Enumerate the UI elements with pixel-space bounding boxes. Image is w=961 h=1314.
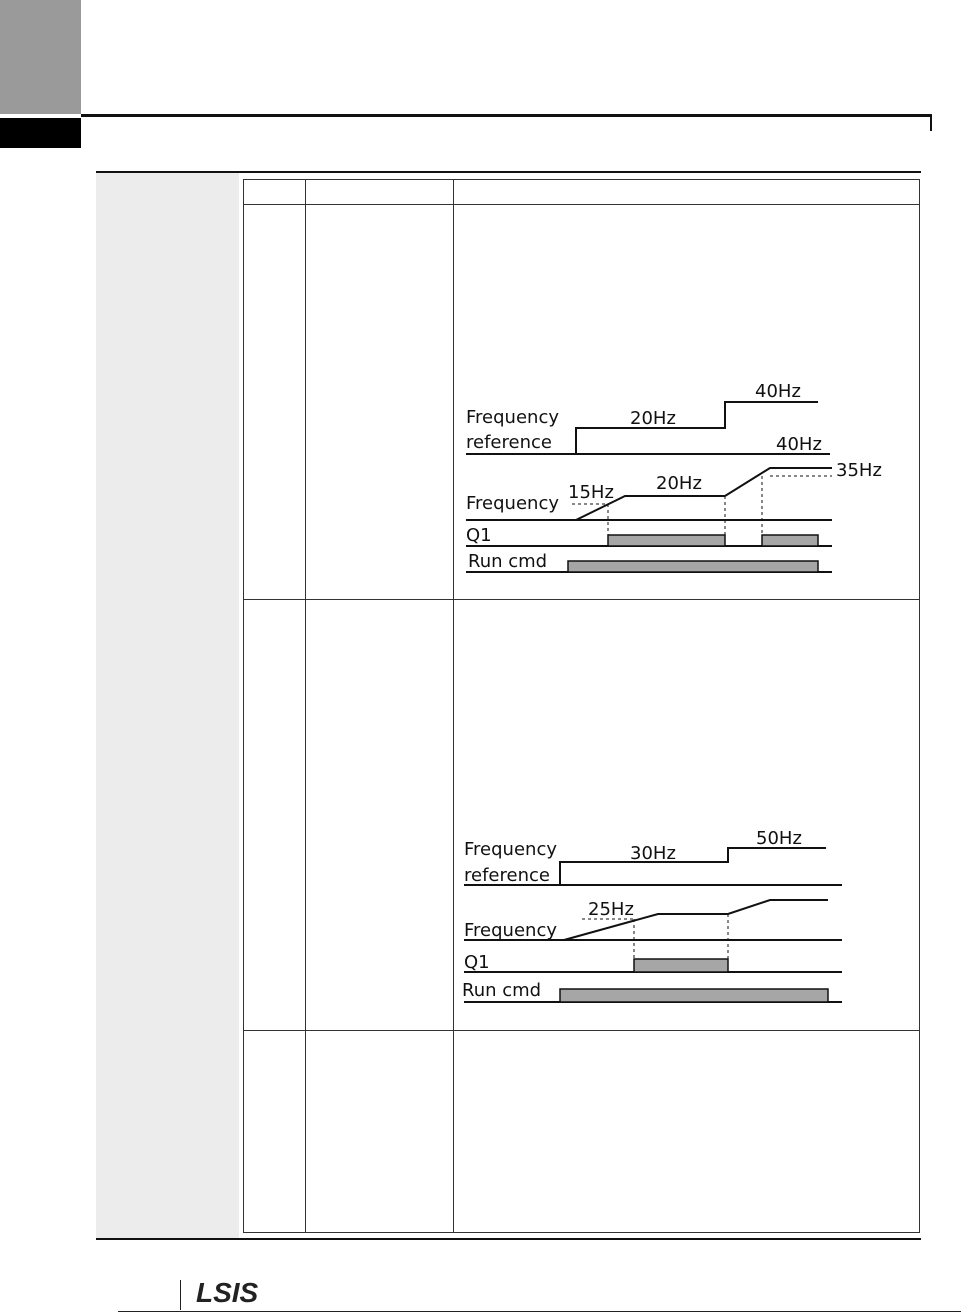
run-cmd-bar xyxy=(568,561,818,572)
timing-diagram-2 xyxy=(460,822,860,1008)
q1-label: Q1 xyxy=(466,525,492,546)
ref-high-label: 50Hz xyxy=(756,828,802,849)
chapter-tab xyxy=(0,0,81,114)
freq-ref-label-line1: Frequency xyxy=(464,839,557,860)
q1-pulse xyxy=(608,535,725,546)
ref-high-label: 40Hz xyxy=(755,381,801,402)
table-row-divider xyxy=(244,599,919,600)
section-bottom-rule xyxy=(96,1238,921,1240)
table-column-divider xyxy=(453,180,454,1232)
freq-ref-label-line2: reference xyxy=(466,432,552,453)
freq-ref-label-line2: reference xyxy=(464,865,550,886)
out-high-label: 40Hz xyxy=(776,434,822,455)
parameter-side-panel xyxy=(96,173,239,1238)
threshold-low-label: 15Hz xyxy=(568,482,614,503)
freq-label: Frequency xyxy=(466,493,559,514)
out-mid-label: 20Hz xyxy=(656,473,702,494)
q1-pulse xyxy=(762,535,818,546)
ref-low-label: 20Hz xyxy=(630,408,676,429)
freq-ref-signal xyxy=(560,848,826,885)
timing-diagram-1 xyxy=(460,372,890,582)
chapter-tab-marker xyxy=(0,118,81,148)
threshold-label: 25Hz xyxy=(588,899,634,920)
ls-is-logo xyxy=(196,1278,286,1308)
svg-text:LSIS: LSIS xyxy=(196,1278,259,1308)
run-label: Run cmd xyxy=(468,551,548,572)
table-header-divider xyxy=(244,204,919,205)
q1-label: Q1 xyxy=(464,952,490,973)
table-column-divider xyxy=(305,180,306,1232)
header-tick xyxy=(930,114,932,131)
settings-table xyxy=(243,179,920,1233)
freq-output-signal xyxy=(576,468,832,520)
freq-label: Frequency xyxy=(464,920,557,941)
table-row-divider xyxy=(244,1030,919,1031)
ref-low-label: 30Hz xyxy=(630,843,676,864)
threshold-high-label: 35Hz xyxy=(836,460,882,481)
q1-pulse xyxy=(634,959,728,972)
header-rule xyxy=(81,114,932,117)
footer-rule xyxy=(118,1311,961,1312)
footer-divider xyxy=(180,1280,181,1310)
run-label: Run cmd xyxy=(462,980,542,1001)
run-cmd-bar xyxy=(560,989,828,1002)
freq-ref-label-line1: Frequency xyxy=(466,407,559,428)
